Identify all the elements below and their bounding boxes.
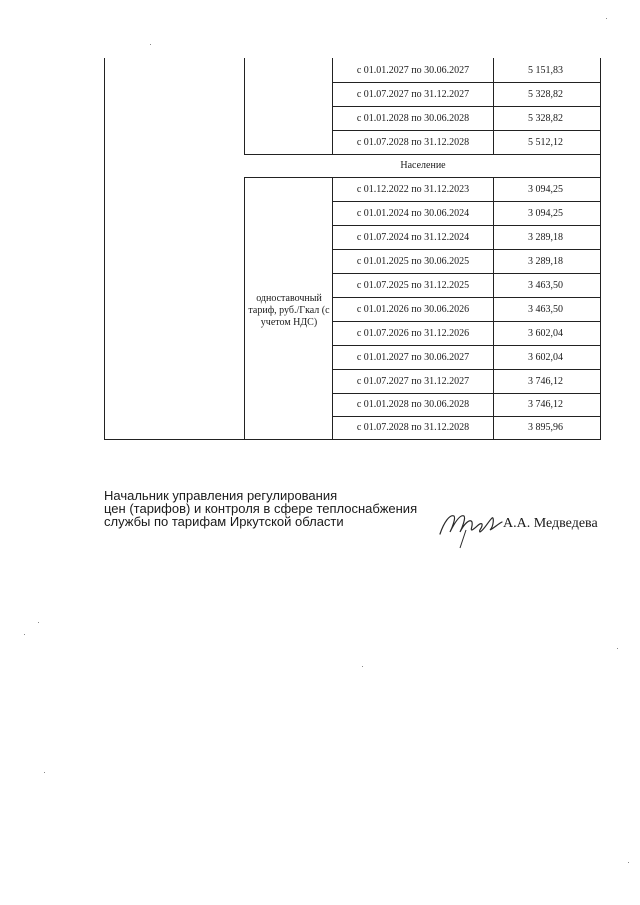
period-cell: с 01.07.2027 по 31.12.2027 <box>356 89 470 100</box>
row-line <box>333 249 601 250</box>
unit-label: одноставочный тариф, руб./Гкал (с учетом НДС) <box>248 293 330 328</box>
table-border-left <box>104 58 105 440</box>
period-cell: с 01.01.2027 по 30.06.2027 <box>356 65 470 76</box>
signatory-title <box>104 489 444 528</box>
period-cell: с 01.07.2024 по 31.12.2024 <box>356 232 470 243</box>
period-cell: с 01.07.2025 по 31.12.2025 <box>356 280 470 291</box>
scan-speck <box>362 666 363 667</box>
period-cell: с 01.07.2028 по 31.12.2028 <box>356 422 470 433</box>
period-cell: с 01.01.2028 по 30.06.2028 <box>356 113 470 124</box>
row-line <box>333 201 601 202</box>
table-border-bottom <box>104 439 601 440</box>
tariff-value-cell: 3 602,04 <box>528 328 563 339</box>
handwritten-signature <box>436 500 508 550</box>
tariff-value-cell: 3 746,12 <box>528 399 563 410</box>
tariff-value-cell: 5 328,82 <box>528 89 563 100</box>
scan-speck <box>606 18 607 19</box>
period-cell: с 01.01.2028 по 30.06.2028 <box>356 399 470 410</box>
signatory-title-line: службы по тарифам Иркутской области <box>104 514 344 529</box>
tariff-value-cell: 3 289,18 <box>528 256 563 267</box>
row-line <box>244 177 601 178</box>
row-line <box>333 416 601 417</box>
table-divider-col1-top <box>244 58 245 154</box>
signatory-name: А.А. Медведева <box>503 516 598 531</box>
tariff-value-cell: 5 328,82 <box>528 113 563 124</box>
scan-speck <box>38 622 39 623</box>
tariff-value-cell: 3 094,25 <box>528 184 563 195</box>
row-line <box>333 393 601 394</box>
tariff-value-cell: 5 512,12 <box>528 137 563 148</box>
tariff-value-cell: 3 289,18 <box>528 232 563 243</box>
tariff-value-cell: 5 151,83 <box>528 65 563 76</box>
period-cell: с 01.01.2024 по 30.06.2024 <box>356 208 470 219</box>
period-cell: с 01.12.2022 по 31.12.2023 <box>356 184 470 195</box>
signatory-title-line: цен (тарифов) и контроля в сфере теплоснабжения <box>104 501 418 516</box>
tariff-value-cell: 3 895,96 <box>528 422 563 433</box>
period-cell: с 01.07.2027 по 31.12.2027 <box>356 376 470 387</box>
row-line <box>333 297 601 298</box>
period-cell: с 01.01.2026 по 30.06.2026 <box>356 304 470 315</box>
scan-speck <box>150 44 151 45</box>
tariff-value-cell: 3 463,50 <box>528 280 563 291</box>
row-line <box>333 130 601 131</box>
tariff-value-cell: 3 094,25 <box>528 208 563 219</box>
row-line <box>333 321 601 322</box>
tariff-value-cell: 3 463,50 <box>528 304 563 315</box>
signatory-title-line: Начальник управления регулирования <box>104 488 338 503</box>
period-cell: с 01.07.2028 по 31.12.2028 <box>356 137 470 148</box>
row-line <box>333 273 601 274</box>
row-line <box>333 106 601 107</box>
period-cell: с 01.07.2026 по 31.12.2026 <box>356 328 470 339</box>
row-line <box>333 225 601 226</box>
row-line <box>333 345 601 346</box>
tariff-value-cell: 3 602,04 <box>528 352 563 363</box>
period-cell: с 01.01.2025 по 30.06.2025 <box>356 256 470 267</box>
row-line <box>333 82 601 83</box>
section-label: Население <box>400 160 446 171</box>
scan-speck <box>628 862 629 863</box>
tariff-value-cell: 3 746,12 <box>528 376 563 387</box>
scan-speck <box>24 634 25 635</box>
period-cell: с 01.01.2027 по 30.06.2027 <box>356 352 470 363</box>
row-line <box>244 154 601 155</box>
row-line <box>333 369 601 370</box>
scan-speck <box>44 772 45 773</box>
scan-speck <box>617 648 618 649</box>
